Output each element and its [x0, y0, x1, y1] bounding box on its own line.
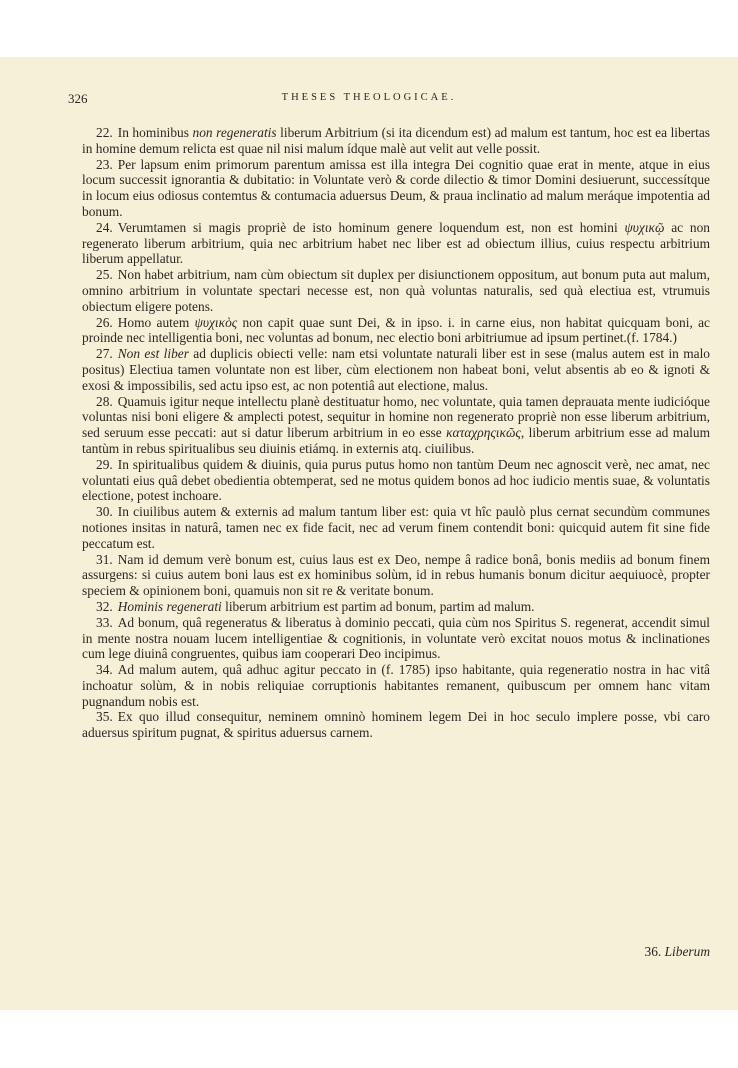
text-run: ad duplicis obiecti velle: nam etsi voluntate naturali liber est in sese (malus autem est in malo positus) Electiua tamen voluntate non est liber, cùm electionem non habeat boni, velut absentis ab eo & ignoti & exosi & impossibilis, sed actu ipso est, ac non potentiâ aut electione, malus.: [82, 346, 710, 393]
thesis-number: 34.: [96, 662, 113, 678]
catchword-word: Liberum: [664, 944, 710, 959]
italic-text: Hominis regenerati: [117, 598, 222, 614]
thesis-number: 28.: [96, 393, 113, 409]
thesis-number: 24.: [96, 219, 113, 235]
page-number: 326: [68, 91, 88, 106]
thesis-paragraph: [82, 615, 710, 662]
thesis-paragraph: [82, 709, 710, 741]
running-head: THESES THEOLOGICAE.: [281, 92, 457, 103]
thesis-paragraph: [82, 504, 710, 551]
thesis-number: 33.: [96, 614, 113, 630]
thesis-paragraph: [82, 125, 710, 157]
thesis-number: 22.: [96, 125, 113, 140]
thesis-paragraph: [82, 315, 710, 347]
text-run: Nam id demum verè bonum est, cuius laus est ex Deo, nempe â radice bonâ, bonis mediis ad bonum finem assurgens: si cuius autem boni laus est ex hominibus solùm, id in rebus humanis bonum dicitur aequiuocè, propter speciem & opinionem boni, quamuis non sit re & veritate bonum.: [82, 551, 710, 599]
text-run: Per lapsum enim primorum parentum amissa est illa integra Dei cognitio quae erat in mente, atque in eius locum successit ignorantia & dubitatio: in Voluntate verò & corde dilectio & timor Domini desiuerunt, successítque in locum eius odiosus contemtus & contumacia aduersus Deum, & praua inclinatio ad malum meráque impotentia ad bonum.: [82, 156, 710, 219]
thesis-number: 31.: [96, 551, 113, 567]
book-page: [0, 57, 738, 1010]
thesis-paragraph: [82, 267, 710, 314]
thesis-paragraph: [82, 346, 710, 393]
italic-text: Non est liber: [117, 346, 189, 362]
thesis-paragraph: [82, 220, 710, 267]
text-run: Ad bonum, quâ regeneratus & liberatus à dominio peccati, quia cùm nos Spiritus S. regenerat, accendit simul in mente nostra nouam lucem intelligentiae & cognitionis, in voluntate verò excitat nouos motus & inclinationes cum lege diuinâ congruentes, quibus iam cooperari Deo incipimus.: [82, 614, 710, 662]
text-run: liberum Arbitrium (si ita dicendum est) ad malum est tantum, hoc est ea libertas in homine demum relicta est quae nil nisi malum ídque malè aut velit aut velle possit.: [82, 125, 711, 156]
text-run: Non habet arbitrium, nam cùm obiectum sit duplex per disiunctionem oppositum, aut bonum puta aut malum, omnino arbitrium in voluntate spectari necesse est, non quà voluntas naturalis, sed quà electiua est, vtrumuis obiectum eligere potens.: [82, 267, 710, 314]
thesis-paragraph: [82, 157, 710, 220]
page-header: [68, 91, 670, 107]
thesis-number: 35.: [96, 709, 113, 725]
text-run: In spiritualibus quidem & diuinis, quia purus putus homo non tantùm Deum nec agnoscit verè, nec amat, nec voluntati eius quâ debet obedientia obtemperat, sed ne motus quidem bonos ad hoc iudicio mentis suae, & voluntatis electione, potest inchoare.: [82, 456, 710, 504]
thesis-number: 27.: [96, 346, 113, 362]
italic-text: ψυχικὸς: [194, 314, 238, 330]
thesis-number: 29.: [96, 456, 113, 472]
text-run: In ciuilibus autem & externis ad malum tantum liber est: quia vt hîc paulò plus cernat secundùm communes notiones insitas in naturâ, tamen nec ex fide facit, nec ad verum finem contendit boni: quicquid autem fit sine fide peccatum est.: [82, 504, 710, 551]
thesis-paragraph: [82, 552, 710, 599]
thesis-number: 23.: [96, 156, 113, 172]
body-text: [82, 125, 710, 741]
text-run: Verumtamen si magis propriè de isto hominum genere loquendum est, non est homini: [117, 219, 625, 235]
thesis-paragraph: [82, 599, 710, 615]
thesis-number: 30.: [96, 504, 113, 520]
text-run: Ad malum autem, quâ adhuc agitur peccato in (f. 1785) ipso habitante, quia regeneratio nostra in hac vitâ inchoatur solùm, & in nobis reliquiae corruptionis habitantes remanent, quibuscum per omnem hanc vitam pugnandum nobis est.: [82, 662, 710, 709]
text-run: Ex quo illud consequitur, neminem omninò hominem legem Dei in hoc seculo implere posse, vbi caro aduersus spiritum pugnat, & spiritus aduersus carnem.: [82, 709, 710, 741]
italic-text: non regeneratis: [192, 125, 277, 140]
catchword: [645, 944, 711, 960]
text-run: In hominibus: [117, 125, 193, 140]
text-run: Homo autem: [117, 314, 195, 330]
text-run: non capit quae sunt Dei, & in ipso. i. in carne eius, non habitat quicquam boni, ac proinde nec intelligentia boni, nec voluntas ad bonum, nec electio boni arbitriumue ad ipsum pertinet.(f. 1784.): [82, 314, 711, 346]
text-run: ac non regenerato liberum arbitrium, quia nec arbitrium habet nec liber est ad obiectum illius, cuius respectu arbitrium liberum appellatur.: [82, 219, 710, 267]
thesis-number: 32.: [96, 598, 113, 614]
thesis-paragraph: [82, 394, 710, 457]
italic-text: καταχρηςικῶς: [446, 425, 521, 441]
thesis-number: 26.: [96, 314, 113, 330]
text-run: liberum arbitrium est partim ad bonum, partim ad malum.: [221, 598, 535, 614]
thesis-number: 25.: [96, 267, 113, 283]
thesis-paragraph: [82, 457, 710, 504]
text-run: Quamuis igitur neque intellectu planè destituatur homo, nec voluntate, quia tamen deprauata mente iudicióque voluntas nisi boni eligere & amplecti potest, sequitur in homine non regenerato propriè non esse liberum arbitrium, sed seruum esse peccati: aut si datur liberum arbitrium in eo esse: [82, 393, 710, 441]
catchword-number: 36.: [644, 944, 662, 959]
italic-text: ψυχικῷ: [624, 219, 665, 235]
text-run: , liberum arbitrium esse ad malum tantùm in rebus spiritualibus seu diuinis etiámq. in externis atq. ciuilibus.: [82, 425, 711, 456]
thesis-paragraph: [82, 662, 710, 709]
